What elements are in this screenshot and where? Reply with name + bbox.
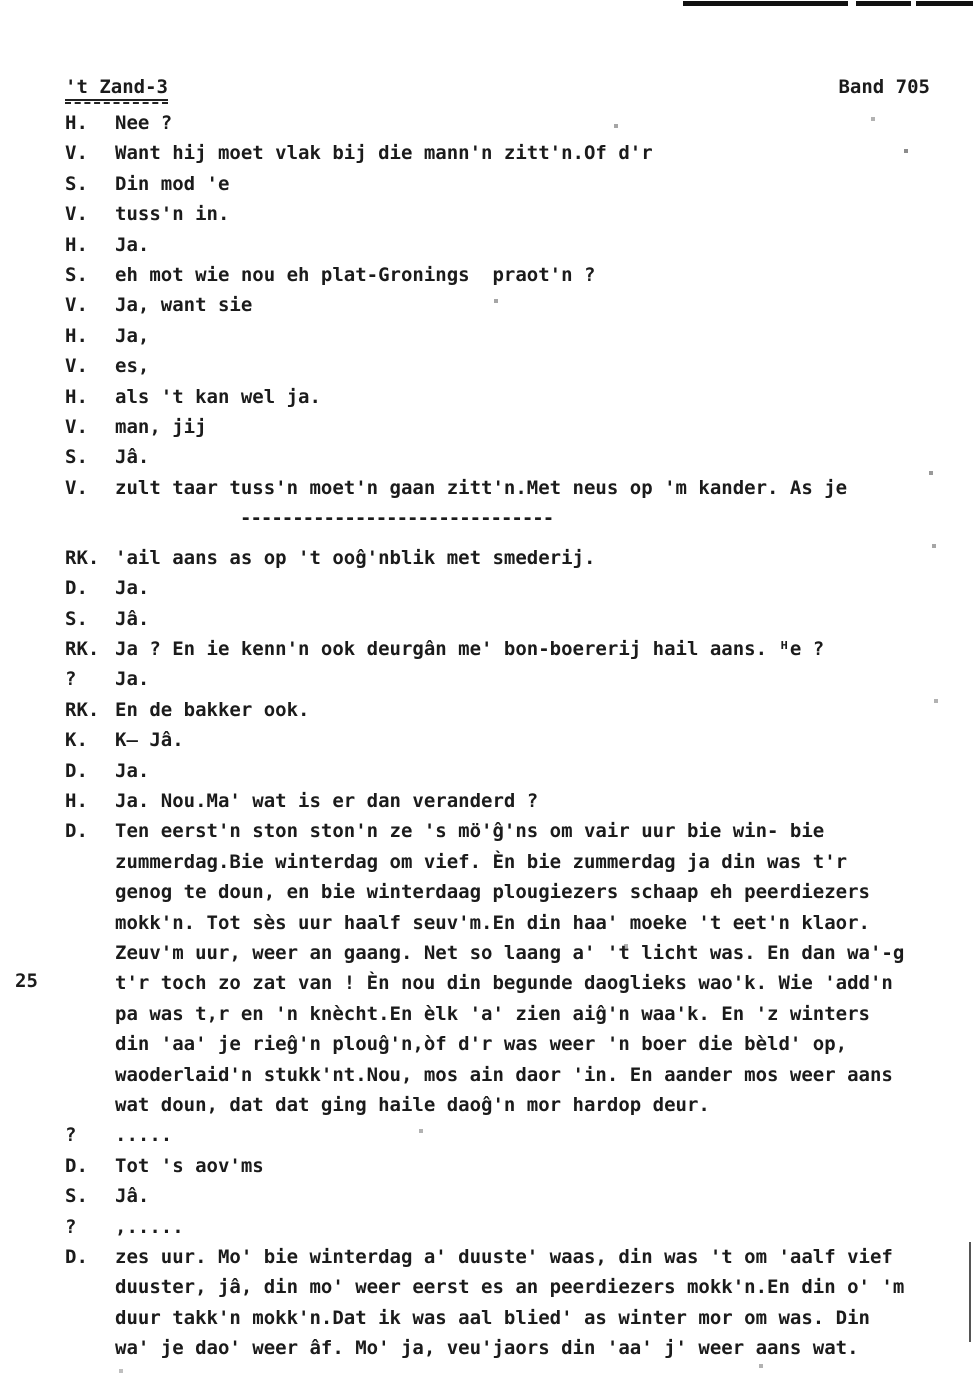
- speaker-label: S.: [65, 172, 88, 195]
- dialogue-row: [65, 1272, 957, 1302]
- speaker-label: RK.: [65, 698, 100, 721]
- speaker-label: V.: [65, 294, 88, 317]
- dialogue-text: wat doun, dat dat ging haile daoĝ'n mor hardop deur.: [115, 1094, 710, 1116]
- dialogue-row: [65, 1060, 957, 1090]
- dialogue-row: [65, 1181, 957, 1211]
- dialogue-row: [65, 968, 957, 998]
- dialogue-text: t'r toch zo zat van ! Èn nou din begunde daoglieks wao'k. Wie 'add'n: [115, 972, 893, 995]
- dialogue-text: Ja.: [115, 233, 150, 256]
- dialogue-row: [65, 1151, 957, 1181]
- dialogue-row: [65, 604, 957, 634]
- separator-dashes: ------------------------------: [240, 507, 554, 530]
- speaker-label: ?: [65, 668, 77, 691]
- dialogue-text: Ja. Nou.Ma' wat is er dan veranderd ?: [115, 789, 539, 812]
- speaker-label: H.: [65, 233, 88, 256]
- speaker-label: ?: [65, 1124, 77, 1147]
- speaker-label: [65, 847, 115, 877]
- dialogue-row: [65, 1120, 957, 1150]
- dialogue-text: es,: [115, 355, 150, 378]
- dialogue-text: din 'aa' je rieĝ'n plouĝ'n,òf d'r was weer 'n boer die bèld' op,: [115, 1033, 848, 1056]
- speaker-label: RK.: [65, 546, 100, 569]
- dialogue-row: [65, 138, 957, 168]
- dialogue-text: eh mot wie nou eh plat-Gronings praot'n ?: [115, 264, 596, 287]
- scan-edge-line-right: [969, 1242, 971, 1342]
- dialogue-row: [65, 230, 957, 260]
- speaker-label: D.: [65, 1154, 88, 1177]
- dialogue-text: Ja,: [115, 324, 150, 347]
- dialogue-row: [65, 412, 957, 442]
- dialogue-text: waoderlaid'n stukk'nt.Nou, mos ain daor 'in. En aander mos weer aans: [115, 1063, 893, 1086]
- speaker-label: D.: [65, 1246, 88, 1269]
- dialogue-row: [65, 725, 957, 755]
- dialogue-row: [65, 695, 957, 725]
- dialogue-row: [65, 816, 957, 846]
- dialogue-text: zult taar tuss'n moet'n gaan zitt'n.Met neus op 'm kander. As je: [115, 476, 848, 499]
- speaker-label: S.: [65, 264, 88, 287]
- speaker-label: [65, 1060, 115, 1090]
- speaker-label: [65, 938, 115, 968]
- speaker-label: [65, 503, 115, 533]
- dialogue-text: Want hij moet vlak bij die mann'n zitt'n.Of d'r: [115, 142, 653, 165]
- speaker-label: RK.: [65, 637, 100, 660]
- dialogue-row: [65, 260, 957, 290]
- speaker-label: V.: [65, 355, 88, 378]
- dialogue-row: [65, 108, 957, 138]
- speaker-label: S.: [65, 1185, 88, 1208]
- scan-noise: [0, 0, 2, 2]
- dialogue-text: Tot 's aov'ms: [115, 1154, 264, 1177]
- dialogue-text: 'ail aans as op 't ooĝ'nblik met smederij.: [115, 546, 596, 569]
- speaker-label: [65, 908, 115, 938]
- band-number-label: Band 705: [838, 76, 930, 98]
- dialogue-row: [65, 634, 957, 664]
- dialogue-text: wa' je dao' weer âf. Mo' ja, veu'jaors din 'aa' j' weer aans wat.: [115, 1337, 859, 1360]
- speaker-label: [65, 1090, 115, 1120]
- speaker-label: [65, 968, 115, 998]
- dialogue-text: als 't kan wel ja.: [115, 385, 321, 408]
- dialogue-row: [65, 573, 957, 603]
- dialogue-text: Ja.: [115, 577, 150, 600]
- dialogue-row: [65, 169, 957, 199]
- dialogue-text: Zeuv'm uur, weer an gaang. Net so laang a' 't licht was. En dan wa'-g: [115, 941, 905, 964]
- dialogue-row: [65, 1090, 957, 1120]
- dialogue-text: Nee ?: [115, 112, 173, 134]
- dialogue-text: Jâ.: [115, 607, 150, 630]
- speaker-label: D.: [65, 577, 88, 600]
- dialogue-row: [65, 199, 957, 229]
- dialogue-text: Ja, want sie: [115, 294, 253, 317]
- dialogue-row: [65, 999, 957, 1029]
- dialogue-text: Ja ? En ie kenn'n ook deurgân me' bon-boererij hail aans. ᴴe ?: [115, 637, 825, 660]
- dialogue-row: [65, 786, 957, 816]
- transcript: [65, 108, 957, 1364]
- speaker-label: [65, 999, 115, 1029]
- dialogue-row: [65, 664, 957, 694]
- dialogue-text: Ja.: [115, 759, 150, 782]
- speaker-label: H.: [65, 112, 88, 134]
- speaker-label: H.: [65, 789, 88, 812]
- dialogue-text: pa was t‚r en 'n knècht.En èlk 'a' zien aiĝ'n waa'k. En 'z winters: [115, 1002, 870, 1025]
- dialogue-text: En de bakker ook.: [115, 698, 310, 721]
- dialogue-text: zummerdag.Bie winterdag om vief. Èn bie zummerdag ja din was t'r: [115, 850, 848, 873]
- dialogue-text: duur takk'n mokk'n.Dat ik was aal blied' as winter mor om was. Din: [115, 1306, 870, 1329]
- dialogue-row: [65, 290, 957, 320]
- dialogue-row: [65, 1242, 957, 1272]
- dialogue-row: [65, 908, 957, 938]
- dialogue-text: Ja.: [115, 668, 150, 691]
- margin-line-number: 25: [15, 970, 38, 992]
- dialogue-row: [65, 1029, 957, 1059]
- dialogue-row: [65, 756, 957, 786]
- speaker-label: [65, 1333, 115, 1363]
- speaker-label: [65, 1029, 115, 1059]
- speaker-label: K.: [65, 729, 88, 752]
- speaker-label: [65, 877, 115, 907]
- dialogue-text: Ten eerst'n ston ston'n ze 's mö'ĝ'ns om vair uur bie win- bie: [115, 820, 825, 843]
- speaker-label: S.: [65, 607, 88, 630]
- dialogue-row: [65, 1212, 957, 1242]
- speaker-label: ?: [65, 1215, 77, 1238]
- dialogue-row: [65, 1303, 957, 1333]
- dialogue-row: [65, 938, 957, 968]
- dialogue-text: tuss'n in.: [115, 203, 230, 226]
- dialogue-row: [65, 473, 957, 503]
- dialogue-row: [65, 442, 957, 472]
- speaker-label: V.: [65, 203, 88, 226]
- dialogue-text: zes uur. Mo' bie winterdag a' duuste' waas, din was 't om 'aalf vief: [115, 1246, 893, 1269]
- dialogue-row: [65, 543, 957, 573]
- dialogue-text: man, jij: [115, 416, 207, 439]
- speaker-label: S.: [65, 446, 88, 469]
- dialogue-row: [65, 847, 957, 877]
- dialogue-text: .....: [115, 1124, 173, 1147]
- speaker-label: V.: [65, 142, 88, 165]
- dialogue-row: [65, 382, 957, 412]
- speaker-label: V.: [65, 476, 88, 499]
- page-title: 't Zand-3: [65, 76, 168, 101]
- dialogue-text: mokk'n. Tot sès uur haalf seuv'm.En din haa' moeke 't eet'n klaor.: [115, 911, 870, 934]
- dialogue-text: K̶ Jâ.: [115, 729, 184, 752]
- dialogue-row: [65, 877, 957, 907]
- dialogue-text: Jâ.: [115, 1185, 150, 1208]
- dialogue-text: duuster, jâ, din mo' weer eerst es an peerdiezers mokk'n.En din o' 'm: [115, 1276, 905, 1299]
- dialogue-text: Din mod 'e: [115, 172, 230, 195]
- speaker-label: D.: [65, 820, 88, 843]
- dialogue-row: [65, 351, 957, 381]
- speaker-label: V.: [65, 416, 88, 439]
- scan-edge-line-top: [683, 1, 973, 6]
- separator-row: [65, 503, 957, 533]
- speaker-label: H.: [65, 385, 88, 408]
- dialogue-text: ,.....: [115, 1215, 184, 1238]
- dialogue-row: [65, 321, 957, 351]
- speaker-label: H.: [65, 324, 88, 347]
- speaker-label: [65, 1272, 115, 1302]
- dialogue-row: [65, 1333, 957, 1363]
- dialogue-text: genog te doun, en bie winterdaag plougiezers schaap eh peerdiezers: [115, 881, 870, 904]
- speaker-label: D.: [65, 759, 88, 782]
- speaker-label: [65, 1303, 115, 1333]
- dialogue-text: Jâ.: [115, 446, 150, 469]
